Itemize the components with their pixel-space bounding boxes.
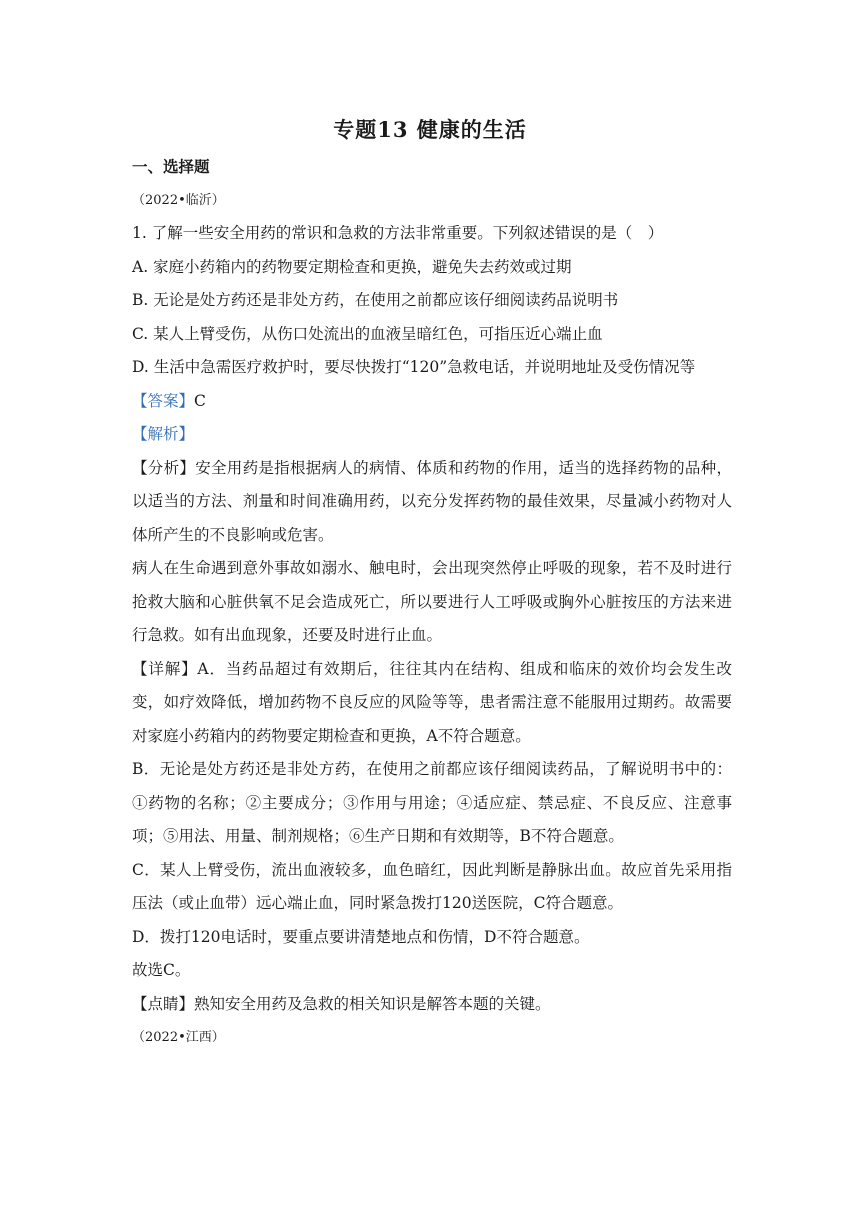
answer-tag: 【答案】 (132, 391, 195, 410)
fenxi-text: 安全用药是指根据病人的病情、体质和药物的作用，适当的选择药物的品种，以适当的方法、剂量和时间准确用药，以充分发挥药物的最佳效果，尽量减小药物对人体所产生的不良影响或危害。 (132, 458, 732, 544)
xiangjie-tag: 【详解】 (132, 659, 198, 678)
xiangjie-a-text: A．当药品超过有效期后，往往其内在结构、组成和临床的效价均会发生改变，如疗效降低，增加药物不良反应的风险等等，患者需注意不能服用过期药。故需要对家庭小药箱内的药物要定期检查和更换，A不符合题意。 (132, 659, 732, 745)
answer-line (132, 385, 732, 419)
question-stem: 1. 了解一些安全用药的常识和急救的方法非常重要。下列叙述错误的是（ ） (132, 224, 664, 242)
page-title: 专题13 健康的生活 (333, 117, 527, 142)
section-heading: 一、选择题 (132, 157, 210, 176)
dianjing-text: 熟知安全用药及急救的相关知识是解答本题的关键。 (194, 994, 551, 1013)
answer-value: C (194, 391, 206, 410)
option-b: B. 无论是处方药还是非处方药，在使用之前都应该仔细阅读药品说明书 (132, 291, 619, 309)
xiangjie-paragraph-c: C．某人上臂受伤，流出血液较多，血色暗红，因此判断是静脉出血。故应首先采用指压法（或止血带）远心端止血，同时紧急拨打120送医院，C符合题意。 (132, 860, 732, 912)
xiangjie-paragraph-b: B．无论是处方药还是非处方药，在使用之前都应该仔细阅读药品，了解说明书中的：①药物的名称；②主要成分；③作用与用途；④适应症、禁忌症、不良反应、注意事项；⑤用法、用量、制剂规格；⑥生产日期和有效期等，B不符合题意。 (132, 760, 732, 845)
dianjing-paragraph (132, 988, 732, 1022)
xiangjie-paragraph-a (132, 653, 732, 754)
analysis-heading (132, 418, 732, 452)
fenxi-tag: 【分析】 (132, 458, 196, 477)
option-d: D. 生活中急需医疗救护时，要尽快拨打“120”急救电话，并说明地址及受伤情况等 (132, 358, 696, 376)
conclusion: 故选C。 (132, 961, 191, 979)
dianjing-tag: 【点睛】 (132, 994, 195, 1013)
analysis-tag: 【解析】 (132, 425, 195, 443)
xiangjie-paragraph-d: D．拨打120电话时，要重点要讲清楚地点和伤情，D不符合题意。 (132, 927, 590, 946)
document-body (132, 150, 732, 1055)
fenxi-paragraph (132, 452, 732, 553)
fenxi-paragraph-2: 病人在生命遇到意外事故如溺水、触电时，会出现突然停止呼吸的现象，若不及时进行抢救大脑和心脏供氧不足会造成死亡，所以要进行人工呼吸或胸外心脏按压的方法来进行急救。如有出血现象，还要及时进行止血。 (132, 559, 732, 644)
option-a: A. 家庭小药箱内的药物要定期检查和更换，避免失去药效或过期 (132, 257, 572, 276)
question-source: （2022•临沂） (132, 192, 225, 208)
next-question-source: （2022•江西） (132, 1030, 225, 1045)
option-c: C. 某人上臂受伤，从伤口处流出的血液呈暗红色，可指压近心端止血 (132, 324, 603, 343)
